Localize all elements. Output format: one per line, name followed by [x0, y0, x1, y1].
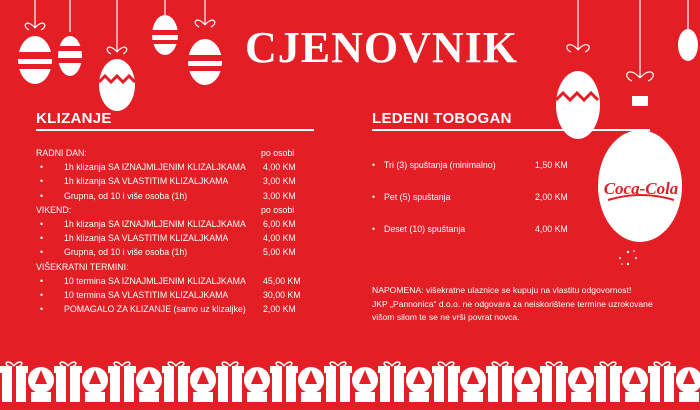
bullet: • [40, 218, 44, 229]
price-value: 45,00 KM [263, 275, 301, 286]
price-label: VIŠEKRATNI TERMINI: [36, 261, 129, 272]
gift-icon [108, 362, 136, 402]
price-label: 1h klizanja SA VLASTITIM KLIZALJKAMA [64, 233, 229, 244]
ice-slide-heading: LEDENI TOBOGAN [372, 110, 512, 127]
gift-icon [324, 362, 352, 402]
note-line-1: NAPOMENA: višekratne ulaznice se kupuju na vlastitu odgovornost! [372, 285, 632, 295]
bullet: • [40, 176, 44, 187]
price-row [36, 231, 306, 245]
price-row [36, 217, 306, 231]
snow-globe-icon [244, 367, 270, 402]
snow-globe-icon [460, 367, 486, 402]
note-line-2: JKP „Pannonica“ d.o.o. ne odgovara za neiskorištene termine uzrokovane [372, 298, 653, 309]
snow-globe-icon [622, 367, 648, 402]
price-value: 4,00 KM [263, 233, 296, 244]
skating-price-list [36, 146, 306, 316]
gifts-and-snowglobes-decoration [0, 350, 700, 410]
price-label: 1h klizanja SA IZNAJMLJENIM KLIZALJKAMA [64, 218, 246, 229]
bullet: • [40, 275, 44, 286]
skating-heading-underline [36, 129, 314, 131]
snow-globe-icon [568, 367, 594, 402]
price-section-header [36, 146, 306, 160]
price-row [36, 245, 306, 259]
price-label: Deset (10) spuštanja [384, 224, 466, 234]
skating-heading: KLIZANJE [36, 110, 112, 127]
price-label: 1h klizanja SA VLASTITIM KLIZALJKAMA [64, 176, 229, 187]
price-label: POMAGALO ZA KLIZANJE (samo uz klizaljke) [64, 304, 246, 315]
note [372, 284, 672, 325]
bullet: • [40, 247, 44, 258]
ice-slide-heading-underline [372, 129, 650, 131]
price-value: 30,00 KM [263, 289, 301, 300]
svg-text:Coca-Cola: Coca-Cola [604, 179, 678, 198]
gift-icon [378, 362, 406, 402]
price-row [36, 174, 306, 188]
price-label: Grupna, od 10 i više osoba (1h) [64, 247, 188, 258]
price-value: 3,00 KM [263, 190, 296, 201]
price-value: 2,00 KM [263, 304, 296, 315]
gift-icon [0, 362, 28, 402]
coca-cola-logo [604, 166, 678, 210]
snow-globe-icon [298, 367, 324, 402]
bullet: • [40, 233, 44, 244]
note-line-3: višom silom te se ne vrši povrat novca. [372, 312, 520, 322]
ornament-7 [678, 29, 698, 61]
snow-globe-icon [82, 367, 108, 402]
gift-icon [270, 362, 298, 402]
price-label: Tri (3) spuštanja (minimalno) [384, 160, 496, 170]
ornament-3 [99, 59, 135, 111]
ornament-2 [58, 36, 82, 76]
price-label: RADNI DAN: [36, 148, 87, 158]
bullet: • [372, 192, 376, 202]
ornament-1 [18, 36, 52, 84]
price-label: Pet (5) spuštanja [384, 192, 451, 202]
snow-globe-icon [28, 367, 54, 402]
gift-icon [54, 362, 82, 402]
price-value: 6,00 KM [263, 218, 296, 229]
gift-icon [486, 362, 514, 402]
snow-globe-icon [190, 367, 216, 402]
price-section-header [36, 203, 306, 217]
snow-globe-icon [136, 367, 162, 402]
bullet: • [372, 224, 376, 234]
price-value: 1,50 KM [535, 160, 568, 170]
gift-icon [432, 362, 460, 402]
price-value: 2,00 KM [535, 192, 568, 202]
gift-icon [216, 362, 244, 402]
ornament-5 [188, 39, 222, 85]
ornament-4 [152, 15, 178, 55]
price-row [36, 302, 306, 316]
price-row [36, 189, 306, 203]
snow-globe-icon [514, 367, 540, 402]
price-label: VIKEND: [36, 204, 72, 215]
price-value: po osobi [261, 148, 295, 158]
price-label: 10 termina SA IZNAJMLJENIM KLIZALJKAMA [64, 275, 246, 286]
price-value: 3,00 KM [263, 176, 296, 187]
bullet: • [372, 160, 376, 170]
price-label: 10 termina SA VLASTITIM KLIZALJKAMA [64, 289, 229, 300]
price-value: 4,00 KM [535, 224, 568, 234]
gift-icon [594, 362, 622, 402]
bullet: • [40, 304, 44, 315]
price-label: Grupna, od 10 i više osoba (1h) [64, 190, 188, 201]
snow-globe-icon [352, 367, 378, 402]
price-row [372, 224, 662, 256]
gift-icon [648, 362, 676, 402]
price-value: po osobi [261, 204, 295, 215]
price-label: 1h klizanja SA IZNAJMLJENIM KLIZALJKAMA [64, 162, 246, 173]
price-row [36, 160, 306, 174]
gift-icon [540, 362, 568, 402]
bullet: • [40, 190, 44, 201]
price-section-header [36, 260, 306, 274]
gift-icon [162, 362, 190, 402]
snow-globe-icon [676, 367, 700, 402]
price-row [36, 288, 306, 302]
snow-globe-icon [406, 367, 432, 402]
page-title: CJENOVNIK [245, 23, 519, 72]
price-value: 4,00 KM [263, 162, 296, 173]
bullet: • [40, 289, 44, 300]
price-row [36, 274, 306, 288]
bullet: • [40, 162, 44, 173]
price-value: 5,00 KM [263, 247, 296, 258]
